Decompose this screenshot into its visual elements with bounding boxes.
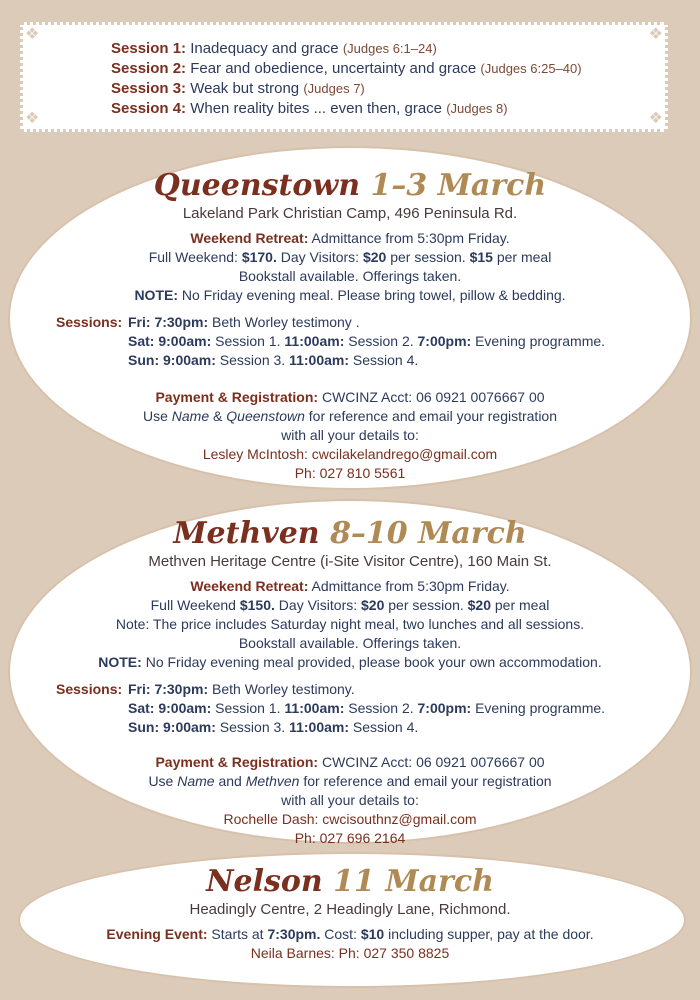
queenstown-retreat: Weekend Retreat: Admittance from 5:30pm Friday. [190, 230, 510, 246]
methven-title: Methven 8–10 March [173, 516, 527, 551]
queenstown-venue: Lakeland Park Christian Camp, 496 Peninsula Rd. [182, 205, 518, 222]
queenstown-phone: Ph: 027 810 5561 [294, 465, 406, 481]
queenstown-title: Queenstown 1–3 March [153, 168, 547, 203]
methven-venue: Methven Heritage Centre (i-Site Visitor Centre), 160 Main St. [148, 553, 552, 570]
nelson-title: Nelson 11 March [206, 864, 494, 899]
queenstown-details: with all your details to: [281, 427, 419, 443]
nelson-venue: Headingly Centre, 2 Headingly Lane, Richmond. [189, 901, 511, 918]
corner-ornament-icon: ❖ [25, 110, 40, 127]
methven-prices: Full Weekend $150. Day Visitors: $20 per session. $20 per meal [150, 597, 550, 613]
methven-retreat: Weekend Retreat: Admittance from 5:30pm Friday. [190, 578, 510, 594]
session-fri: Fri: 7:30pm: Beth Worley testimony. [128, 681, 355, 697]
session-sat: Sat: 9:00am: Session 1. 11:00am: Session 2. 7:00pm: Evening programme. [128, 700, 606, 716]
session-sat: Sat: 9:00am: Session 1. 11:00am: Session 2. 7:00pm: Evening programme. [128, 333, 606, 349]
queenstown-use: Use Name & Queenstown for reference and email your registration [142, 408, 557, 424]
sessions-box [20, 22, 668, 132]
queenstown-note: NOTE: No Friday evening meal. Please bring towel, pillow & bedding. [134, 287, 566, 303]
session-fri: Fri: 7:30pm: Beth Worley testimony . [128, 314, 360, 330]
corner-ornament-icon: ❖ [25, 26, 40, 43]
session-line: Session 3: Weak but strong (Judges 7) [111, 80, 365, 97]
nelson-event: Evening Event: Starts at 7:30pm. Cost: $10 including supper, pay at the door. [106, 926, 594, 942]
queenstown-bookstall: Bookstall available. Offerings taken. [238, 268, 462, 284]
queenstown-prices: Full Weekend: $170. Day Visitors: $20 per session. $15 per meal [148, 249, 552, 265]
sessions-label: Sessions: [56, 314, 123, 330]
session-line: Session 1: Inadequacy and grace (Judges 6:1–24) [111, 40, 437, 57]
methven-sessions [0, 680, 700, 737]
session-line: Session 4: When reality bites ... even then, grace (Judges 8) [111, 100, 508, 117]
queenstown-payment: Payment & Registration: CWCINZ Acct: 06 0921 0076667 00 [155, 389, 545, 405]
queenstown-sessions [0, 313, 700, 370]
session-sun: Sun: 9:00am: Session 3. 11:00am: Session 4. [128, 719, 419, 735]
methven-section [0, 516, 700, 848]
methven-details: with all your details to: [281, 792, 419, 808]
session-line: Session 2: Fear and obedience, uncertainty and grace (Judges 6:25–40) [111, 60, 582, 77]
methven-bookstall: Bookstall available. Offerings taken. [238, 635, 462, 651]
methven-contact: Rochelle Dash: cwcisouthnz@gmail.com [223, 811, 477, 827]
methven-phone: Ph: 027 696 2164 [294, 830, 406, 846]
corner-ornament-icon: ❖ [648, 26, 663, 43]
queenstown-contact: Lesley McIntosh: cwcilakelandrego@gmail.com [202, 446, 498, 462]
methven-payment: Payment & Registration: CWCINZ Acct: 06 0921 0076667 00 [155, 754, 545, 770]
session-sun: Sun: 9:00am: Session 3. 11:00am: Session 4. [128, 352, 419, 368]
sessions-label: Sessions: [56, 681, 123, 697]
queenstown-section [0, 168, 700, 483]
nelson-contact: Neila Barnes: Ph: 027 350 8825 [250, 945, 450, 961]
nelson-section [0, 864, 700, 963]
methven-use: Use Name and Methven for reference and email your registration [148, 773, 552, 789]
methven-note: NOTE: No Friday evening meal provided, please book your own accommodation. [98, 654, 602, 670]
methven-includes: Note: The price includes Saturday night meal, two lunches and all sessions. [115, 616, 585, 632]
corner-ornament-icon: ❖ [648, 110, 663, 127]
